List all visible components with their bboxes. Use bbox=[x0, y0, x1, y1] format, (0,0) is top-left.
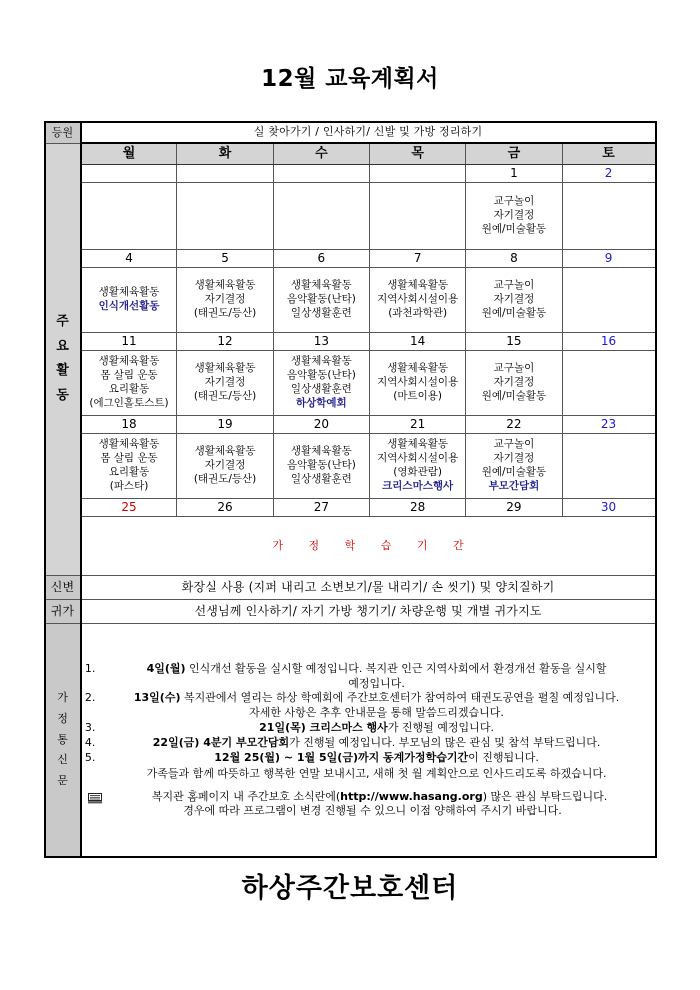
activity-line: 일상생활훈련 bbox=[290, 383, 352, 395]
activity-line: 원예/미술활동 bbox=[481, 466, 547, 478]
activity-cell bbox=[466, 351, 562, 416]
activity-cell bbox=[562, 434, 655, 499]
arrival-row bbox=[45, 122, 656, 143]
newsletter-item-lead: 13일(수) bbox=[133, 691, 181, 705]
main-activity-label-char-1: 요 bbox=[56, 338, 69, 354]
activity-cell bbox=[177, 268, 273, 333]
activity-line: 몸 살림 운동 bbox=[100, 452, 158, 465]
date-cell-empty bbox=[177, 165, 273, 183]
activity-line: 교구놀이 bbox=[493, 362, 535, 375]
newsletter-item-lead: 22일(금) 4분기 부모간담회 bbox=[152, 736, 290, 749]
activity-line: (태권도/등산) bbox=[193, 389, 257, 402]
newsletter-item-continuation: 예정입니다. bbox=[348, 676, 405, 690]
date-cell-25: 25 bbox=[81, 499, 177, 517]
main-activity-label-char-2: 활 bbox=[56, 363, 69, 379]
day-header-화: 화 bbox=[177, 143, 273, 165]
activity-line: 생활체육활동 bbox=[290, 355, 352, 368]
activity-line: 몸 살림 운동 bbox=[100, 369, 158, 382]
date-cell-empty bbox=[273, 165, 369, 183]
newsletter-item bbox=[82, 736, 655, 750]
day-header-수: 수 bbox=[273, 143, 369, 165]
newsletter-item-body: 가 진행될 예정입니다. 부모님의 많은 관심 및 참석 부탁드립니다. bbox=[289, 736, 601, 749]
activity-line: 생활체육활동 bbox=[387, 438, 449, 451]
day-of-week-row bbox=[45, 143, 656, 165]
monthly-plan-table bbox=[44, 121, 657, 858]
activity-line: 생활체육활동 bbox=[387, 362, 449, 375]
hygiene-label: 신변 bbox=[45, 576, 81, 600]
activity-cell bbox=[273, 268, 369, 333]
activity-line: 자기결정 bbox=[204, 376, 246, 389]
date-cell-5: 5 bbox=[177, 250, 273, 268]
date-row-week-1 bbox=[45, 250, 656, 268]
date-cell-23: 23 bbox=[562, 416, 655, 434]
date-row-week-4 bbox=[45, 499, 656, 517]
newsletter-item-number: 1. bbox=[84, 661, 96, 675]
date-cell-6: 6 bbox=[273, 250, 369, 268]
day-header-월: 월 bbox=[81, 143, 177, 165]
activity-cell bbox=[81, 183, 177, 250]
date-cell-11: 11 bbox=[81, 333, 177, 351]
activity-line: 교구놀이 bbox=[493, 195, 535, 208]
activity-line: (과천과학관) bbox=[388, 306, 448, 319]
activity-row-week-1 bbox=[45, 268, 656, 333]
activity-line-highlight: 크리스마스행사 bbox=[382, 479, 454, 492]
date-cell-28: 28 bbox=[370, 499, 466, 517]
newsletter-item-body: 복지관에서 열리는 하상 학예회에 주간보호센터가 참여하여 태권도공연을 펼칠 예정입니다. bbox=[180, 691, 620, 705]
activity-line: 음악활동(난타) bbox=[286, 293, 356, 306]
activity-cell bbox=[466, 434, 562, 499]
activity-line: 음악활동(난타) bbox=[286, 459, 356, 472]
activity-cell bbox=[273, 351, 369, 416]
activity-cell bbox=[273, 183, 369, 250]
main-activity-label-char-3: 동 bbox=[56, 387, 69, 403]
activity-cell bbox=[370, 351, 466, 416]
activity-line: 생활체육활동 bbox=[290, 445, 352, 458]
newsletter-item-lead: 4일(월) bbox=[146, 661, 186, 675]
activity-line: 자기결정 bbox=[493, 376, 535, 389]
activity-line: 자기결정 bbox=[204, 293, 246, 306]
newsletter-item-text bbox=[99, 751, 655, 765]
home-study-period-cell: 가 정 학 습 기 간 bbox=[81, 517, 656, 576]
activity-line-highlight: 하상학예회 bbox=[295, 396, 347, 409]
newsletter-label-char-3: 신 bbox=[57, 753, 68, 767]
activity-line: (마트이용) bbox=[393, 389, 443, 402]
activity-line: (영화관람) bbox=[393, 466, 443, 478]
main-activity-label-char-0: 주 bbox=[56, 313, 69, 329]
date-cell-14: 14 bbox=[370, 333, 466, 351]
newsletter-item-body: 인식개선 활동을 실시할 예정입니다. 복지관 인근 지역사회에서 환경개선 활동을 실시할 bbox=[185, 661, 607, 675]
activity-line: 일상생활훈련 bbox=[290, 472, 352, 485]
website-url[interactable]: http://www.hasang.org bbox=[340, 789, 483, 803]
activity-cell bbox=[177, 434, 273, 499]
activity-row-week-0 bbox=[45, 183, 656, 250]
date-cell-21: 21 bbox=[370, 416, 466, 434]
arrival-label: 등원 bbox=[45, 122, 81, 143]
date-cell-18: 18 bbox=[81, 416, 177, 434]
date-cell-12: 12 bbox=[177, 333, 273, 351]
date-cell-15: 15 bbox=[466, 333, 562, 351]
activity-line: (태권도/등산) bbox=[193, 472, 257, 485]
hygiene-row bbox=[45, 576, 656, 600]
day-header-토: 토 bbox=[562, 143, 655, 165]
newsletter-label bbox=[45, 624, 81, 858]
date-cell-26: 26 bbox=[177, 499, 273, 517]
activity-line: 지역사회시설이용 bbox=[377, 376, 459, 389]
date-cell-16: 16 bbox=[562, 333, 655, 351]
newsletter-item-body: 이 진행됩니다. bbox=[468, 751, 539, 765]
activity-line: 생활체육활동 bbox=[194, 445, 256, 458]
activity-line: (파스타) bbox=[109, 479, 149, 492]
activity-line: 자기결정 bbox=[493, 293, 535, 306]
activity-line: 생활체육활동 bbox=[194, 362, 256, 375]
date-cell-30: 30 bbox=[562, 499, 655, 517]
newsletter-item-text bbox=[99, 691, 655, 705]
day-header-목: 목 bbox=[370, 143, 466, 165]
activity-line: 자기결정 bbox=[204, 459, 246, 472]
newsletter-item-number: 3. bbox=[84, 720, 96, 734]
activity-row-week-4 bbox=[45, 517, 656, 576]
activity-line: 교구놀이 bbox=[493, 438, 535, 451]
activity-cell bbox=[562, 183, 655, 250]
date-cell-9: 9 bbox=[562, 250, 655, 268]
newsletter-item-lead: 21일(목) 크리스마스 행사 bbox=[259, 720, 388, 734]
page-title: 12월 교육계획서 bbox=[261, 66, 439, 92]
activity-line: 음악활동(난타) bbox=[286, 369, 356, 382]
activity-line: 원예/미술활동 bbox=[481, 222, 547, 235]
date-cell-8: 8 bbox=[466, 250, 562, 268]
activity-line-highlight: 부모간담회 bbox=[488, 479, 540, 492]
activity-cell bbox=[370, 434, 466, 499]
activity-cell bbox=[81, 268, 177, 333]
activity-line: 요리활동 bbox=[108, 466, 150, 478]
newsletter-item-number: 2. bbox=[84, 691, 96, 705]
activity-line: 지역사회시설이용 bbox=[377, 293, 459, 306]
date-cell-empty bbox=[81, 165, 177, 183]
activity-line: 교구놀이 bbox=[493, 279, 535, 292]
newsletter-item-continuation: 가족들과 함께 따뜻하고 행복한 연말 보내시고, 새해 첫 월 계획안으로 인사드리도록 하겠습니다. bbox=[146, 766, 607, 780]
newsletter-item-text bbox=[99, 662, 655, 676]
activity-line: 원예/미술활동 bbox=[481, 389, 547, 402]
activity-cell bbox=[370, 268, 466, 333]
newsletter-item-continuation: 자세한 사항은 추후 안내문을 통해 말씀드리겠습니다. bbox=[249, 706, 504, 720]
date-cell-20: 20 bbox=[273, 416, 369, 434]
activity-line: 생활체육활동 bbox=[290, 279, 352, 292]
activity-line: 지역사회시설이용 bbox=[377, 452, 459, 465]
newsletter-footer-note: 경우에 따라 프로그램이 변경 진행될 수 있으니 이점 양해하여 주시기 바랍니다. bbox=[183, 804, 562, 818]
newsletter-item-number: 5. bbox=[84, 751, 96, 765]
newsletter-label-char-1: 정 bbox=[57, 711, 68, 725]
newsletter-footer-post: ) 많은 관심 부탁드립니다. bbox=[482, 789, 608, 803]
newsletter-item bbox=[82, 662, 655, 676]
date-cell-19: 19 bbox=[177, 416, 273, 434]
activity-line: 자기결정 bbox=[493, 209, 535, 222]
newsletter-label-char-0: 가 bbox=[57, 690, 68, 704]
day-header-금: 금 bbox=[466, 143, 562, 165]
date-cell-29: 29 bbox=[466, 499, 562, 517]
date-cell-empty bbox=[370, 165, 466, 183]
newsletter-item-text bbox=[99, 721, 655, 735]
newsletter-footer bbox=[82, 790, 655, 819]
newsletter-item bbox=[82, 751, 655, 765]
keyboard-icon-svg bbox=[88, 793, 102, 804]
newsletter-footer-pre: 복지관 홈페이지 내 주간보호 소식란에( bbox=[151, 789, 341, 803]
activity-line: 생활체육활동 bbox=[98, 438, 160, 451]
activity-line: 일상생활훈련 bbox=[290, 306, 352, 319]
newsletter-item-text bbox=[99, 736, 655, 750]
arrival-text: 실 찾아가기 / 인사하기/ 신발 및 가방 정리하기 bbox=[81, 122, 656, 143]
activity-line: 생활체육활동 bbox=[98, 286, 160, 299]
activity-line: (에그인홀토스트) bbox=[89, 396, 169, 409]
date-row-week-2 bbox=[45, 333, 656, 351]
activity-line-highlight: 인식개선활동 bbox=[98, 300, 160, 312]
activity-line: 요리활동 bbox=[108, 383, 150, 395]
newsletter-content bbox=[81, 624, 656, 858]
date-cell-1: 1 bbox=[466, 165, 562, 183]
activity-cell bbox=[273, 434, 369, 499]
activity-row-week-3 bbox=[45, 434, 656, 499]
newsletter-label-char-4: 문 bbox=[57, 774, 68, 788]
activity-cell bbox=[81, 351, 177, 416]
departure-label: 귀가 bbox=[45, 600, 81, 624]
hygiene-text: 화장실 사용 (지퍼 내리고 소변보기/물 내리기/ 손 씻기) 및 양치질하기 bbox=[81, 576, 656, 600]
activity-line: 자기결정 bbox=[493, 452, 535, 465]
activity-line: 생활체육활동 bbox=[387, 279, 449, 292]
date-cell-4: 4 bbox=[81, 250, 177, 268]
date-cell-22: 22 bbox=[466, 416, 562, 434]
departure-text: 선생님께 인사하기/ 자기 가방 챙기기/ 차량운행 및 개별 귀가지도 bbox=[81, 600, 656, 624]
newsletter-label-char-2: 통 bbox=[57, 732, 68, 746]
keyboard-icon bbox=[88, 793, 102, 808]
newsletter-item-number: 4. bbox=[84, 736, 96, 749]
activity-line: (태권도/등산) bbox=[193, 306, 257, 319]
departure-row bbox=[45, 600, 656, 624]
date-cell-2: 2 bbox=[562, 165, 655, 183]
activity-cell bbox=[562, 268, 655, 333]
date-cell-13: 13 bbox=[273, 333, 369, 351]
activity-cell bbox=[81, 434, 177, 499]
newsletter-row bbox=[45, 624, 656, 858]
activity-line: 원예/미술활동 bbox=[481, 306, 547, 319]
activity-row-week-2 bbox=[45, 351, 656, 416]
activity-line: 생활체육활동 bbox=[98, 355, 160, 368]
newsletter-item-body: 가 진행될 예정입니다. bbox=[387, 720, 494, 734]
date-row-week-0 bbox=[45, 165, 656, 183]
activity-cell bbox=[177, 351, 273, 416]
date-row-week-3 bbox=[45, 416, 656, 434]
newsletter-item bbox=[82, 721, 655, 735]
activity-cell bbox=[370, 183, 466, 250]
main-activity-label bbox=[45, 143, 81, 576]
newsletter-item bbox=[82, 691, 655, 705]
activity-cell bbox=[466, 268, 562, 333]
date-cell-7: 7 bbox=[370, 250, 466, 268]
date-cell-27: 27 bbox=[273, 499, 369, 517]
center-name: 하상주간보호센터 bbox=[241, 873, 459, 904]
newsletter-item-lead: 12월 25(월) ~ 1월 5일(금)까지 동계가정학습기간 bbox=[214, 751, 469, 765]
activity-cell bbox=[466, 183, 562, 250]
activity-line: 생활체육활동 bbox=[194, 279, 256, 292]
activity-cell bbox=[177, 183, 273, 250]
activity-cell bbox=[562, 351, 655, 416]
